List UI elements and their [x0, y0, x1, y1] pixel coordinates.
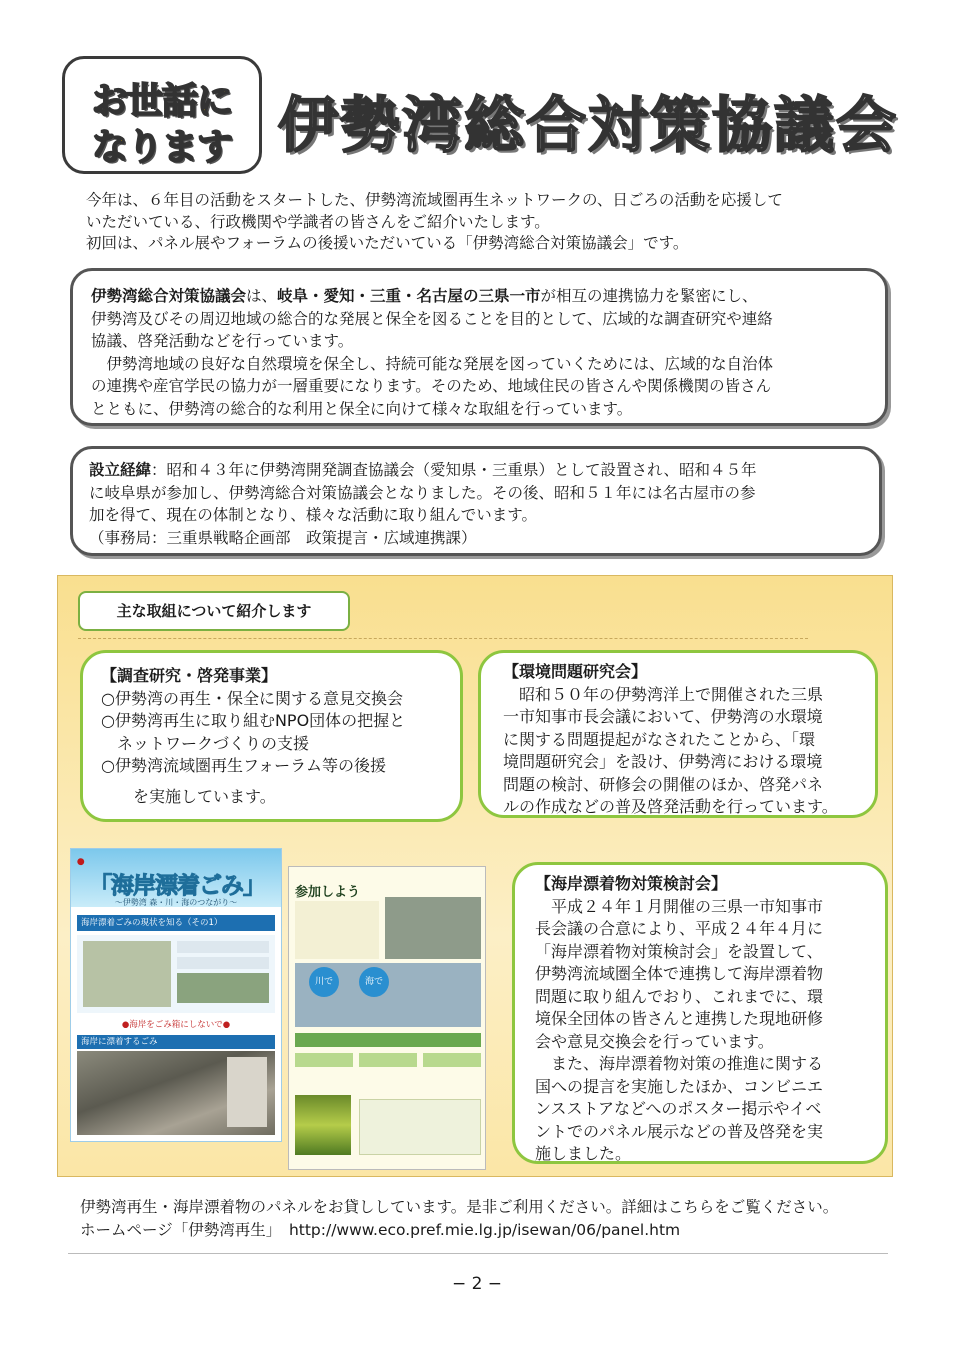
- badge-line-1: お世話に: [91, 81, 232, 122]
- section-divider: [78, 638, 808, 639]
- env-line: 一市知事市長会議において、伊勢湾の水環境: [503, 707, 823, 726]
- research-box: [80, 650, 463, 822]
- research-heading: 【調査研究・啓発事業】: [101, 666, 278, 685]
- env-line: 境問題研究会」を設け、伊勢湾における環境: [503, 752, 823, 771]
- page-title: 伊勢湾総合対策協議会: [278, 91, 898, 161]
- flyer2-title: 参加しよう: [295, 885, 361, 900]
- flyer1-strip: 海岸に漂着するごみ: [77, 1035, 275, 1049]
- flyer1-subtitle: 〜伊勢湾 森・川・海のつながり〜: [114, 898, 238, 907]
- research-item: ○伊勢湾の再生・保全に関する意見交換会: [101, 688, 403, 708]
- flyer1-title: 「海岸漂着ごみ」: [89, 873, 265, 899]
- history-line-1: [89, 459, 869, 482]
- flyer1-strip: 海岸漂着ごみの現状を知る（その1）: [77, 915, 275, 931]
- research-item: ○伊勢湾流域圏再生フォーラム等の後援: [101, 756, 387, 775]
- badge-line-2: なります: [91, 127, 232, 168]
- coast-line: 国への提言を実施したほか、コンビニエ: [535, 1076, 824, 1096]
- coast-line: 長会議の合意により、平成２４年４月に: [535, 919, 824, 938]
- env-line: に関する問題提起がなされたことから、「環: [503, 729, 816, 749]
- coast-line: 平成２４年１月開催の三県一市知事市: [535, 896, 824, 916]
- org-name: 伊勢湾総合対策協議会: [91, 287, 247, 305]
- coast-line: 会や意見交換会を行っています。: [535, 1031, 774, 1051]
- page-number: − 2 −: [451, 1274, 503, 1294]
- env-line: 昭和５０年の伊勢湾洋上で開催された三県: [503, 684, 824, 704]
- history-line: （事務局：三重県戦略企画部 政策提言・広域連携課）: [89, 528, 477, 547]
- research-item: ○伊勢湾再生に取り組むNPO団体の把握と: [101, 711, 406, 730]
- history-text: ：昭和４３年に伊勢湾開発調査協議会（愛知県・三重県）として設置され、昭和４５年: [151, 461, 757, 479]
- intro-text: [86, 190, 906, 255]
- footer-text: [80, 1196, 900, 1242]
- coast-line: 「海岸漂着物対策検討会」を設置して、: [535, 941, 823, 961]
- env-line: 問題の検討、研修会の開催のほか、啓発パネ: [503, 774, 824, 794]
- about-line-1: [91, 285, 881, 308]
- intro-line: 今年は、６年目の活動をスタートした、伊勢湾流域圏再生ネットワークの、日ごろの活動を応援して: [86, 191, 783, 209]
- about-line: 伊勢湾及びその周辺地域の総合的な発展と保全を図ることを目的として、広域的な調査研究や連絡: [91, 309, 773, 328]
- coast-line: また、海岸漂着物対策の推進に関する: [535, 1054, 824, 1073]
- badge-sea: 海で: [359, 967, 389, 997]
- footer-link[interactable]: ホームページ「伊勢湾再生」 http://www.eco.pref.mie.lg.jp/isewan/06/panel.htm: [80, 1221, 681, 1239]
- footer-line: 伊勢湾再生・海岸漂着物のパネルをお貸ししています。是非ご利用ください。詳細はこちらをご覧ください。: [80, 1198, 839, 1216]
- history-box: [70, 446, 882, 556]
- members: 岐阜・愛知・三重・名古屋の三県一市: [277, 287, 541, 305]
- coast-box: [512, 862, 888, 1164]
- about-text-a: は、: [246, 287, 278, 305]
- badge-river: 川で: [309, 967, 339, 997]
- history-line: に岐阜県が参加し、伊勢湾総合対策協議会となりました。その後、昭和５１年には名古屋市の参: [89, 483, 756, 502]
- about-line: 伊勢湾地域の良好な自然環境を保全し、持続可能な発展を図っていくためには、広域的な自治体: [91, 354, 774, 373]
- header-badge: [62, 56, 262, 174]
- about-text-b: が相互の連携協力を緊密にし、: [540, 287, 758, 305]
- coast-line: ントでのパネル展示などの普及啓発を実: [535, 1121, 824, 1141]
- coast-line: 問題に取り組んでおり、これまでに、環: [535, 986, 824, 1006]
- flyer1-strip: ●海岸をごみ箱にしないで●: [77, 1017, 275, 1033]
- about-line: とともに、伊勢湾の総合的な利用と保全に向けて様々な取組を行っています。: [91, 399, 633, 418]
- env-line: ルの作成などの普及啓発活動を行っています。: [503, 797, 838, 816]
- beach-photo: [77, 1051, 275, 1135]
- coast-line: 伊勢湾流域圏全体で連携して海岸漂着物: [535, 964, 824, 983]
- research-closing: を実施しています。: [101, 786, 276, 806]
- intro-line: 初回は、パネル展やフォーラムの後援いただいている「伊勢湾総合対策協議会」です。: [86, 234, 689, 252]
- env-heading: 【環境問題研究会】: [503, 662, 648, 681]
- history-line: 加を得て、現在の体制となり、様々な活動に取り組んでいます。: [89, 506, 537, 524]
- footer-divider: [68, 1253, 888, 1254]
- coast-heading: 【海岸漂着物対策検討会】: [535, 874, 728, 893]
- coast-line: 境保全団体の皆さんと連携した現地研修: [535, 1009, 824, 1028]
- intro-line: いただいている、行政機関や学識者の皆さんをご紹介いたします。: [86, 212, 550, 231]
- history-label: 設立経緯: [89, 461, 152, 479]
- env-box: [478, 650, 878, 818]
- about-line: 協議、啓発活動などを行っています。: [91, 332, 354, 350]
- about-box: [70, 268, 888, 426]
- about-line: の連携や産官学民の協力が一層重要になります。そのため、地域住民の皆さんや関係機関の皆さん: [91, 377, 772, 395]
- coast-line: ンスストアなどへのポスター掲示やイベ: [535, 1099, 822, 1118]
- section-title: 主な取組について紹介します: [78, 591, 350, 631]
- coast-line: 施しました。: [535, 1144, 632, 1163]
- research-item: ネットワークづくりの支援: [101, 733, 310, 753]
- flyer-coastal-litter: ● 「海岸漂着ごみ」 〜伊勢湾 森・川・海のつながり〜 海岸漂着ごみの現状を知る（その1） ●海岸をごみ箱にしないで● 海岸に漂着するごみ: [70, 848, 282, 1142]
- flyer-participate: [288, 866, 486, 1170]
